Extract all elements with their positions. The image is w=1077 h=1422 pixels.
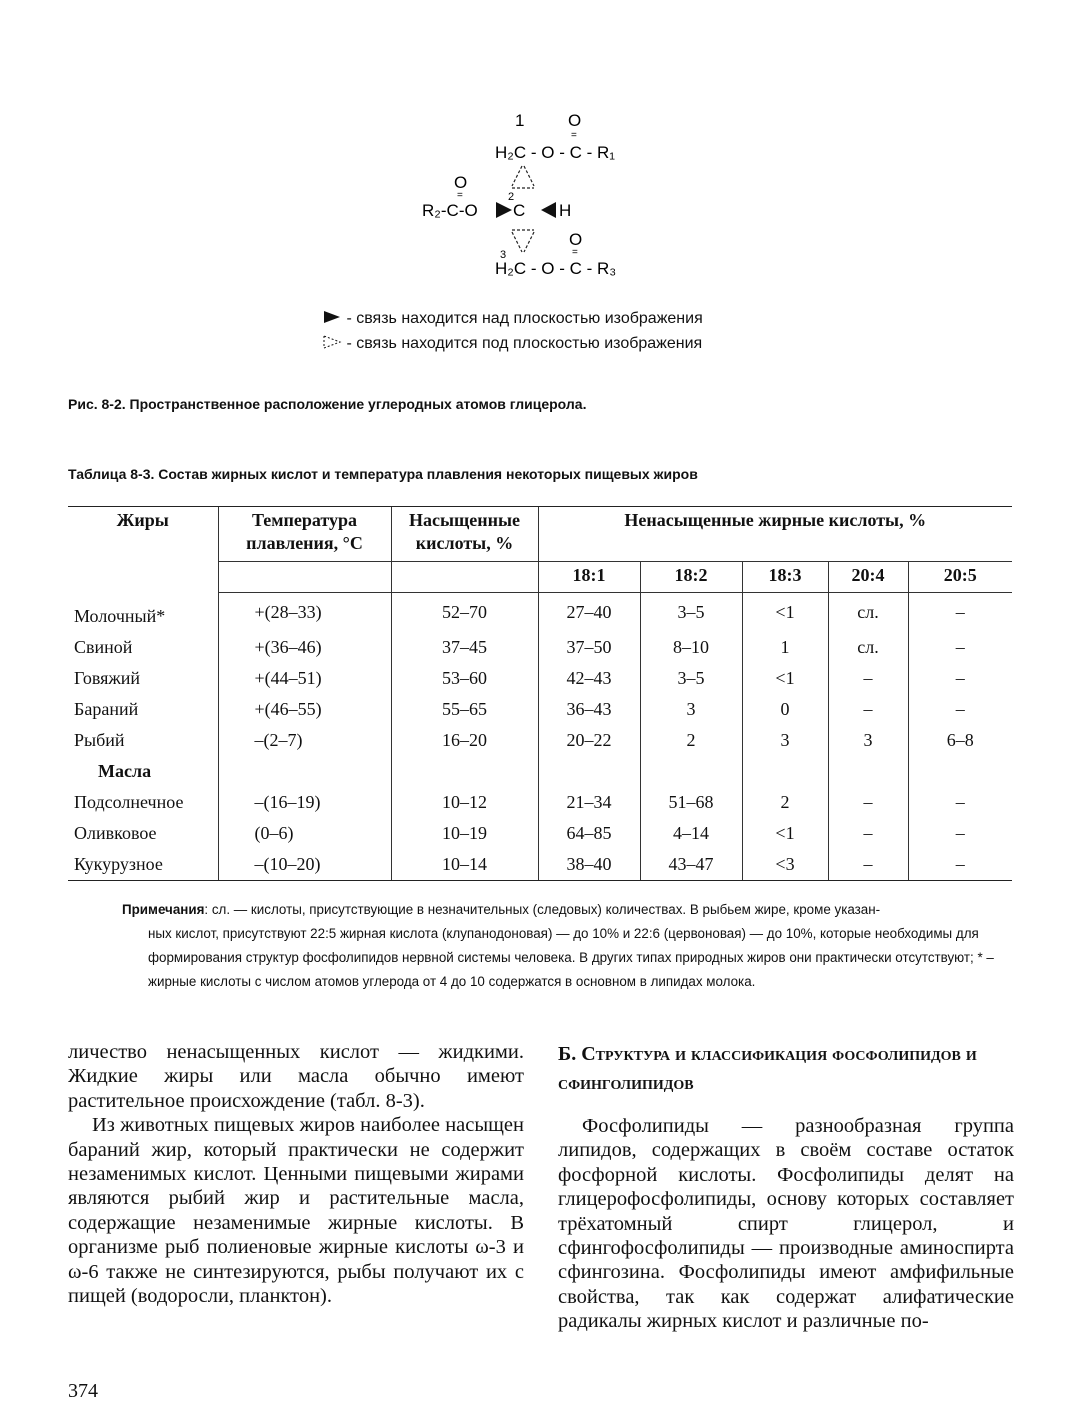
table-cell: 21–34 (538, 787, 640, 818)
left-paragraph-1: личество ненасыщенных кислот — жидкими. Жидкие жиры или масла обычно имеют растительное происхождение (табл. 8-3). (68, 1041, 524, 1112)
table-cell: – (908, 632, 1012, 663)
table-row (68, 725, 1012, 756)
table-cell: сл. (828, 632, 908, 663)
hydrogen: H (559, 201, 572, 220)
table-cell: 36–43 (538, 694, 640, 725)
carbon-number-1: 1 (515, 111, 525, 130)
header-saturated: Насыщенные кислоты, % (391, 507, 538, 562)
wedge-above-left-icon (496, 202, 512, 218)
notes-label: Примечания (122, 902, 205, 917)
left-paragraph-2: Из животных пищевых жиров наиболее насыщен бараний жир, который практически не содержит незаменимых кислот. Ценными пищевыми жирами являются рыбий жир и растительные масла, содержащие незаменимые жирные кислоты. В организме рыб полиеновые жирные кислоты ω-3 и ω-6 также не синтезируются, рыбы получают их с пищей (водоросли, планктон). (68, 1114, 524, 1308)
table-cell: –(10–20) (218, 849, 391, 881)
table-cell: 38–40 (538, 849, 640, 881)
oxygen-bottom: O (569, 230, 583, 249)
double-bond-top: = (571, 130, 577, 141)
table-cell: 20–22 (538, 725, 640, 756)
row-label: Оливковое (74, 822, 157, 843)
table-cell: 1 (742, 632, 828, 663)
solid-wedge-icon (322, 310, 342, 324)
notes-rest: ных кислот, присутствуют 22:5 жирная кислота (клупанодоновая) — до 10% и 22:6 (цервоновая) — до 10%, которые необходимы для формирования структур фосфолипидов нервной системы человека. В других типах природных жиров они практически отсутствуют; * – жирные кислоты с числом атомов углерода от 4 до 10 содержатся в основном в липидах молока. (148, 926, 994, 989)
row-label: Говяжий (74, 667, 141, 688)
table-cell: 42–43 (538, 663, 640, 694)
header-spacer (218, 562, 391, 593)
legend-above-text: - связь находится над плоскостью изображения (346, 310, 703, 327)
table-cell: 2 (742, 787, 828, 818)
row-label: Свиной (74, 636, 133, 657)
table-cell (218, 756, 391, 787)
table-row (68, 756, 1012, 787)
table-cell: 8–10 (640, 632, 742, 663)
fat-composition-table (68, 506, 1012, 881)
header-20-4: 20:4 (828, 562, 908, 593)
carbon-number-3: 3 (500, 249, 507, 261)
oxygen-left: O (454, 173, 468, 192)
table-cell: 10–12 (391, 787, 538, 818)
legend-below-text: - связь находится под плоскостью изображения (346, 335, 703, 352)
table-cell: 37–45 (391, 632, 538, 663)
table-cell (908, 756, 1012, 787)
header-unsaturated: Ненасыщенные жирные кислоты, % (538, 507, 1012, 562)
table-cell: 3 (640, 694, 742, 725)
table-cell: <3 (742, 849, 828, 881)
table-cell (391, 756, 538, 787)
table-cell: – (908, 818, 1012, 849)
table-cell: 64–85 (538, 818, 640, 849)
table-row (68, 593, 1012, 632)
table-cell: – (828, 818, 908, 849)
right-paragraph-1: Фосфолипиды — разнообразная группа липидов, содержащих в своём составе остаток фосфорной кислоты. Фосфолипиды делят на глицерофосфолипиды, основу которых составляет трёхатомный спирт глицерол, и сфингофосфолипиды — производные аминоспирта сфингозина. Фосфолипиды имеют амфифильные свойства, так как содержат алифатические радикалы жирных кислот и различные по- (558, 1115, 1014, 1333)
carbon-number-2: 2 (508, 191, 515, 203)
table-cell: +(28–33) (218, 593, 391, 632)
row-label: Рыбий (74, 729, 125, 750)
table-cell: –(16–19) (218, 787, 391, 818)
table-cell: 55–65 (391, 694, 538, 725)
table-row (68, 849, 1012, 881)
table-cell: 2 (640, 725, 742, 756)
table-row (68, 694, 1012, 725)
table-row (68, 663, 1012, 694)
header-fats: Жиры (68, 507, 218, 593)
page-number: 374 (68, 1380, 98, 1402)
header-spacer (391, 562, 538, 593)
table-cell: <1 (742, 818, 828, 849)
legend-above (322, 310, 703, 328)
table-cell: 4–14 (640, 818, 742, 849)
table-cell (828, 756, 908, 787)
table-cell: <1 (742, 593, 828, 632)
formula-row-1: H₂C - O - C - R₁ (495, 143, 615, 162)
row-label: Бараний (74, 698, 139, 719)
table-cell: 52–70 (391, 593, 538, 632)
table-cell: 3–5 (640, 593, 742, 632)
row-label: Масла (98, 760, 152, 781)
table-cell: 51–68 (640, 787, 742, 818)
table-cell: – (828, 787, 908, 818)
table-notes (122, 898, 1014, 994)
table-cell: 3 (742, 725, 828, 756)
header-temperature: Температура плавления, °C (218, 507, 391, 562)
section-heading: Б. Структура и классификация фосфолипидов и сфинголипидов (558, 1043, 977, 1094)
central-carbon: C (513, 201, 526, 220)
table-cell: – (828, 694, 908, 725)
oxygen-top: O (568, 111, 582, 130)
row-label: Молочный* (74, 605, 166, 626)
table-row (68, 818, 1012, 849)
table-cell (742, 756, 828, 787)
table-row (68, 787, 1012, 818)
dashed-triangle-bottom (512, 230, 534, 252)
table-cell: – (908, 663, 1012, 694)
dashed-triangle-top (512, 166, 534, 188)
header-18-1: 18:1 (538, 562, 640, 593)
formula-row-2-left: R₂-C-O (422, 201, 478, 220)
wedge-above-right-icon (541, 202, 556, 218)
table-cell: 10–19 (391, 818, 538, 849)
right-column (558, 1040, 1014, 1334)
table-cell: 16–20 (391, 725, 538, 756)
table-cell: – (908, 849, 1012, 881)
header-20-5: 20:5 (908, 562, 1012, 593)
table-cell: – (828, 663, 908, 694)
double-bond-left: = (457, 190, 463, 201)
table-cell: – (908, 593, 1012, 632)
table-cell: – (908, 787, 1012, 818)
figure-caption: Рис. 8-2. Пространственное расположение углеродных атомов глицерола. (68, 396, 587, 412)
header-18-2: 18:2 (640, 562, 742, 593)
table-row (68, 632, 1012, 663)
table-cell: 3 (828, 725, 908, 756)
table-cell (538, 756, 640, 787)
table-cell: (0–6) (218, 818, 391, 849)
table-cell: сл. (828, 593, 908, 632)
legend-below (322, 335, 702, 353)
row-label: Кукурузное (68, 849, 218, 881)
row-label: Подсолнечное (74, 791, 184, 812)
table-caption: Таблица 8-3. Состав жирных кислот и температура плавления некоторых пищевых жиров (68, 466, 698, 482)
notes-first-line: : сл. — кислоты, присутствующие в незначительных (следовых) количествах. В рыбьем жире, кроме указан- (204, 902, 881, 917)
table-cell: –(2–7) (218, 725, 391, 756)
table-cell: 27–40 (538, 593, 640, 632)
table-cell: – (828, 849, 908, 881)
table-cell: – (908, 694, 1012, 725)
formula-row-3: H₂C - O - C - R₃ (495, 259, 617, 278)
table-cell: <1 (742, 663, 828, 694)
table-cell: 53–60 (391, 663, 538, 694)
table-cell: +(36–46) (218, 632, 391, 663)
table-cell: 6–8 (908, 725, 1012, 756)
table-cell: 37–50 (538, 632, 640, 663)
left-column (68, 1040, 524, 1308)
table-cell: +(44–51) (218, 663, 391, 694)
table-cell: 3–5 (640, 663, 742, 694)
table-cell: 43–47 (640, 849, 742, 881)
table-cell: +(46–55) (218, 694, 391, 725)
double-bond-bottom: = (572, 247, 578, 258)
table-cell (640, 756, 742, 787)
table-cell: 10–14 (391, 849, 538, 881)
table-cell: 0 (742, 694, 828, 725)
header-18-3: 18:3 (742, 562, 828, 593)
glycerol-structure-diagram (400, 108, 700, 288)
dashed-wedge-icon (322, 335, 342, 349)
